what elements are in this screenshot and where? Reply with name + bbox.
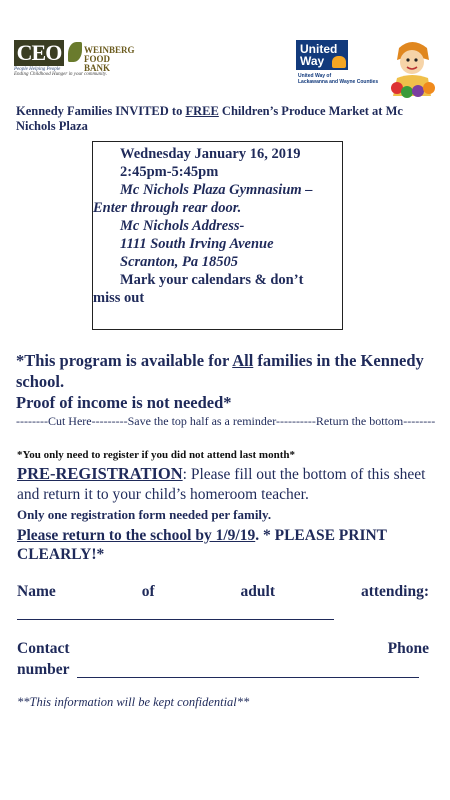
ceo-tagline: People Helping People [14, 67, 61, 72]
event-details-box [92, 141, 343, 330]
one-form-note: Only one registration form needed per family. [17, 507, 272, 522]
event-venue-line2: Enter through rear door. [93, 200, 242, 216]
child-with-vegetables-illustration [385, 38, 440, 98]
united-way-line1: United [300, 42, 338, 56]
united-way-sub2: Lackawanna and Wayne Counties [298, 79, 379, 85]
page-title: Kennedy Families INVITED to FREE Children’s Produce Market at Mc Nichols Plaza [16, 104, 403, 133]
event-venue-line1: Mc Nichols Plaza Gymnasium – [120, 182, 313, 198]
all-word: All [232, 351, 254, 370]
event-city: Scranton, Pa 18505 [120, 254, 239, 270]
event-time: 2:45pm-5:45pm [120, 164, 219, 180]
weinberg-line1: WEINBERG [84, 45, 135, 55]
proof-of-income-note: Proof of income is not needed* [16, 393, 232, 412]
weinberg-line2: FOOD BANK [84, 54, 111, 73]
event-reminder-line2: miss out [93, 290, 145, 306]
event-address-label: Mc Nichols Address- [120, 218, 245, 234]
adult-name-blank[interactable] [17, 619, 334, 620]
register-note: *You only need to register if you did not attend last month* [17, 449, 295, 461]
pre-registration-paragraph: PRE-REGISTRATION: Please fill out the bottom of this sheet and return it to your child’s homeroom teacher. [17, 464, 426, 503]
contact-phone-label: Contact Phone [17, 640, 429, 657]
return-deadline: Please return to the school by 1/9/19 [17, 527, 256, 544]
return-instructions: Please return to the school by 1/9/19. * PLEASE PRINT CLEARLY!* [17, 527, 387, 563]
ending-hunger-tagline: Ending Childhood Hunger in your community. [14, 72, 108, 77]
free-word: FREE [185, 104, 219, 118]
cut-line: --------Cut Here---------Save the top half as a reminder----------Return the bottom-------- [16, 414, 436, 428]
leaf-icon [68, 42, 82, 62]
event-reminder-line1: Mark your calendars & don’t [120, 272, 304, 288]
event-street: 1111 South Irving Avenue [120, 236, 274, 252]
program-statement: *This program is available for All families in the Kennedy school. [16, 351, 424, 391]
united-way-sub1: United Way of [298, 73, 332, 79]
phone-number-label: number [17, 661, 70, 678]
adult-name-label: Name of adult attending: [17, 583, 429, 600]
phone-number-blank[interactable] [77, 677, 419, 678]
pre-registration-label: PRE-REGISTRATION [17, 464, 183, 483]
event-date: Wednesday January 16, 2019 [120, 146, 301, 162]
ceo-logo-text: CEO [14, 40, 64, 66]
confidential-note: **This information will be kept confidential** [17, 695, 250, 709]
united-way-line2: Way [300, 54, 325, 68]
hand-icon [332, 56, 346, 68]
